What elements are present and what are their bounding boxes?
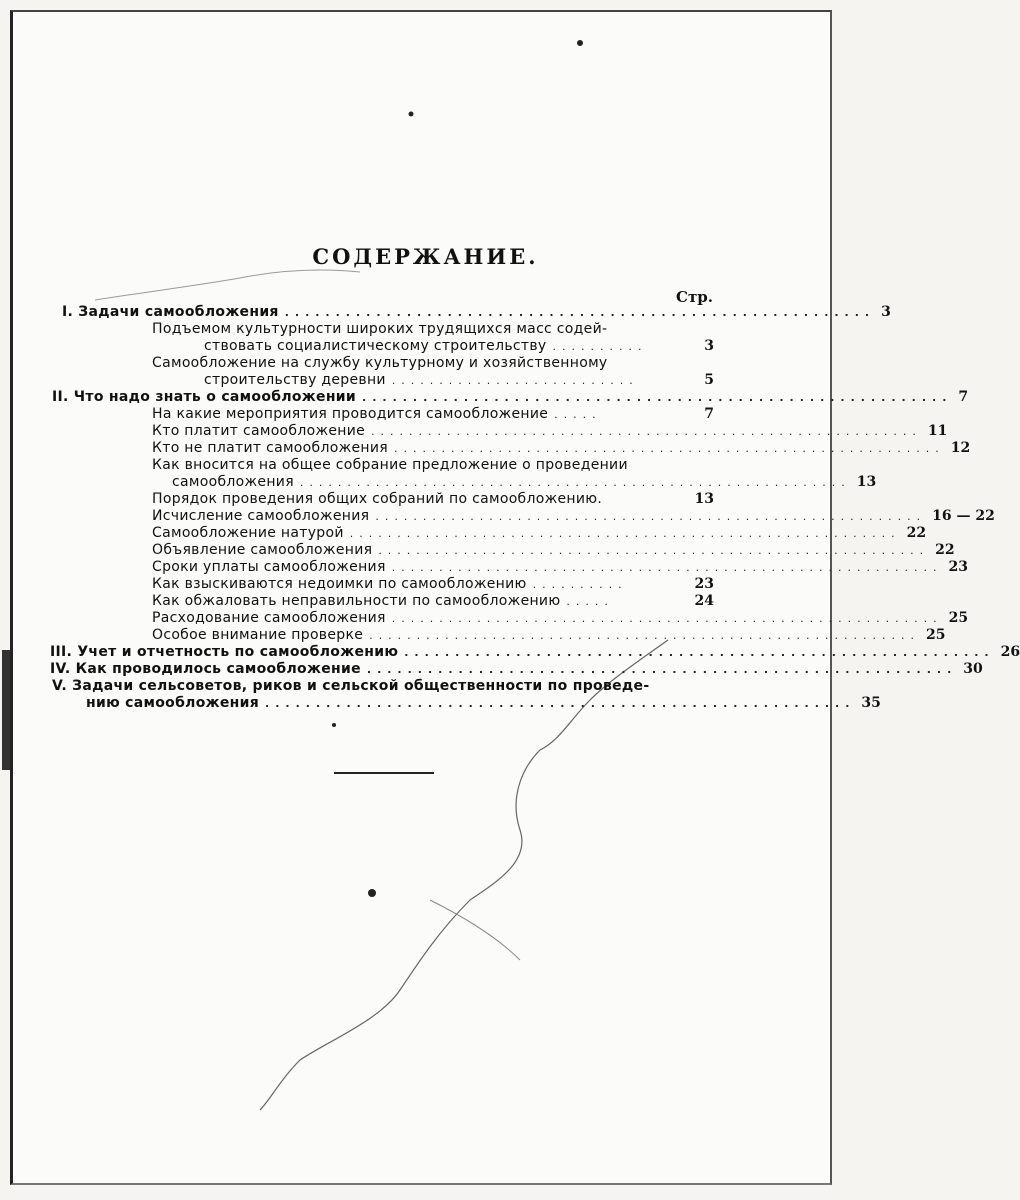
toc-entry[interactable]: Кто не платит самообложения .......................................................... 12 bbox=[152, 440, 971, 456]
toc-entry-line: V. Задачи сельсоветов, риков и сельской общественности по проведе- bbox=[52, 678, 650, 694]
toc-entry[interactable]: Особое внимание проверке .......................................................... 25 bbox=[152, 627, 946, 643]
toc-entry[interactable]: IV. Как проводилось самообложение .......................................................... 30 bbox=[50, 661, 983, 677]
toc-entry[interactable]: нию самообложения .......................................................... 35 bbox=[86, 695, 881, 711]
toc-entry[interactable]: Объявление самообложения .......................................................... 22 bbox=[152, 542, 955, 558]
binding-edge bbox=[2, 650, 10, 770]
toc-entry[interactable]: Исчисление самообложения .......................................................... 16 — 22 bbox=[152, 508, 995, 524]
section-divider bbox=[334, 772, 434, 774]
toc-entry[interactable]: Самообложение натурой .......................................................... 22 bbox=[152, 525, 927, 541]
toc-entry[interactable]: Порядок проведения общих собраний по самообложению. 13 bbox=[152, 491, 714, 507]
toc-entry[interactable]: строительству деревни .......................... 5 bbox=[204, 372, 714, 388]
toc-entry[interactable]: Сроки уплаты самообложения .......................................................... 23 bbox=[152, 559, 968, 575]
toc-entry[interactable]: III. Учет и отчетность по самообложению .......................................................... 26 bbox=[50, 644, 1020, 660]
toc-entry[interactable]: Как обжаловать неправильности по самообложению ..... 24 bbox=[152, 593, 714, 609]
toc-entry[interactable]: На какие мероприятия проводится самообложение ..... 7 bbox=[152, 406, 714, 422]
page-title: СОДЕРЖАНИЕ. bbox=[312, 244, 539, 269]
toc-entry-line: Подъемом культурности широких трудящихся масс содей- bbox=[152, 321, 608, 337]
toc-entry-line: Как вносится на общее собрание предложение о проведении bbox=[152, 457, 628, 473]
toc-entry-line: Самообложение на службу культурному и хозяйственному bbox=[152, 355, 608, 371]
toc-entry[interactable]: Как взыскиваются недоимки по самообложению .......... 23 bbox=[152, 576, 714, 592]
toc-entry[interactable]: Расходование самообложения .......................................................... 25 bbox=[152, 610, 969, 626]
toc-entry[interactable]: самообложения .......................................................... 13 bbox=[172, 474, 877, 490]
page-column-header: Стр. bbox=[676, 288, 713, 306]
toc-entry[interactable]: Кто платит самообложение .......................................................... 11 bbox=[152, 423, 948, 439]
toc-entry[interactable]: I. Задачи самообложения .......................................................... 3 bbox=[62, 304, 891, 320]
toc-entry[interactable]: II. Что надо знать о самообложении .......................................................... 7 bbox=[52, 389, 969, 405]
toc-entry[interactable]: ствовать социалистическому строительству .......... 3 bbox=[204, 338, 714, 354]
